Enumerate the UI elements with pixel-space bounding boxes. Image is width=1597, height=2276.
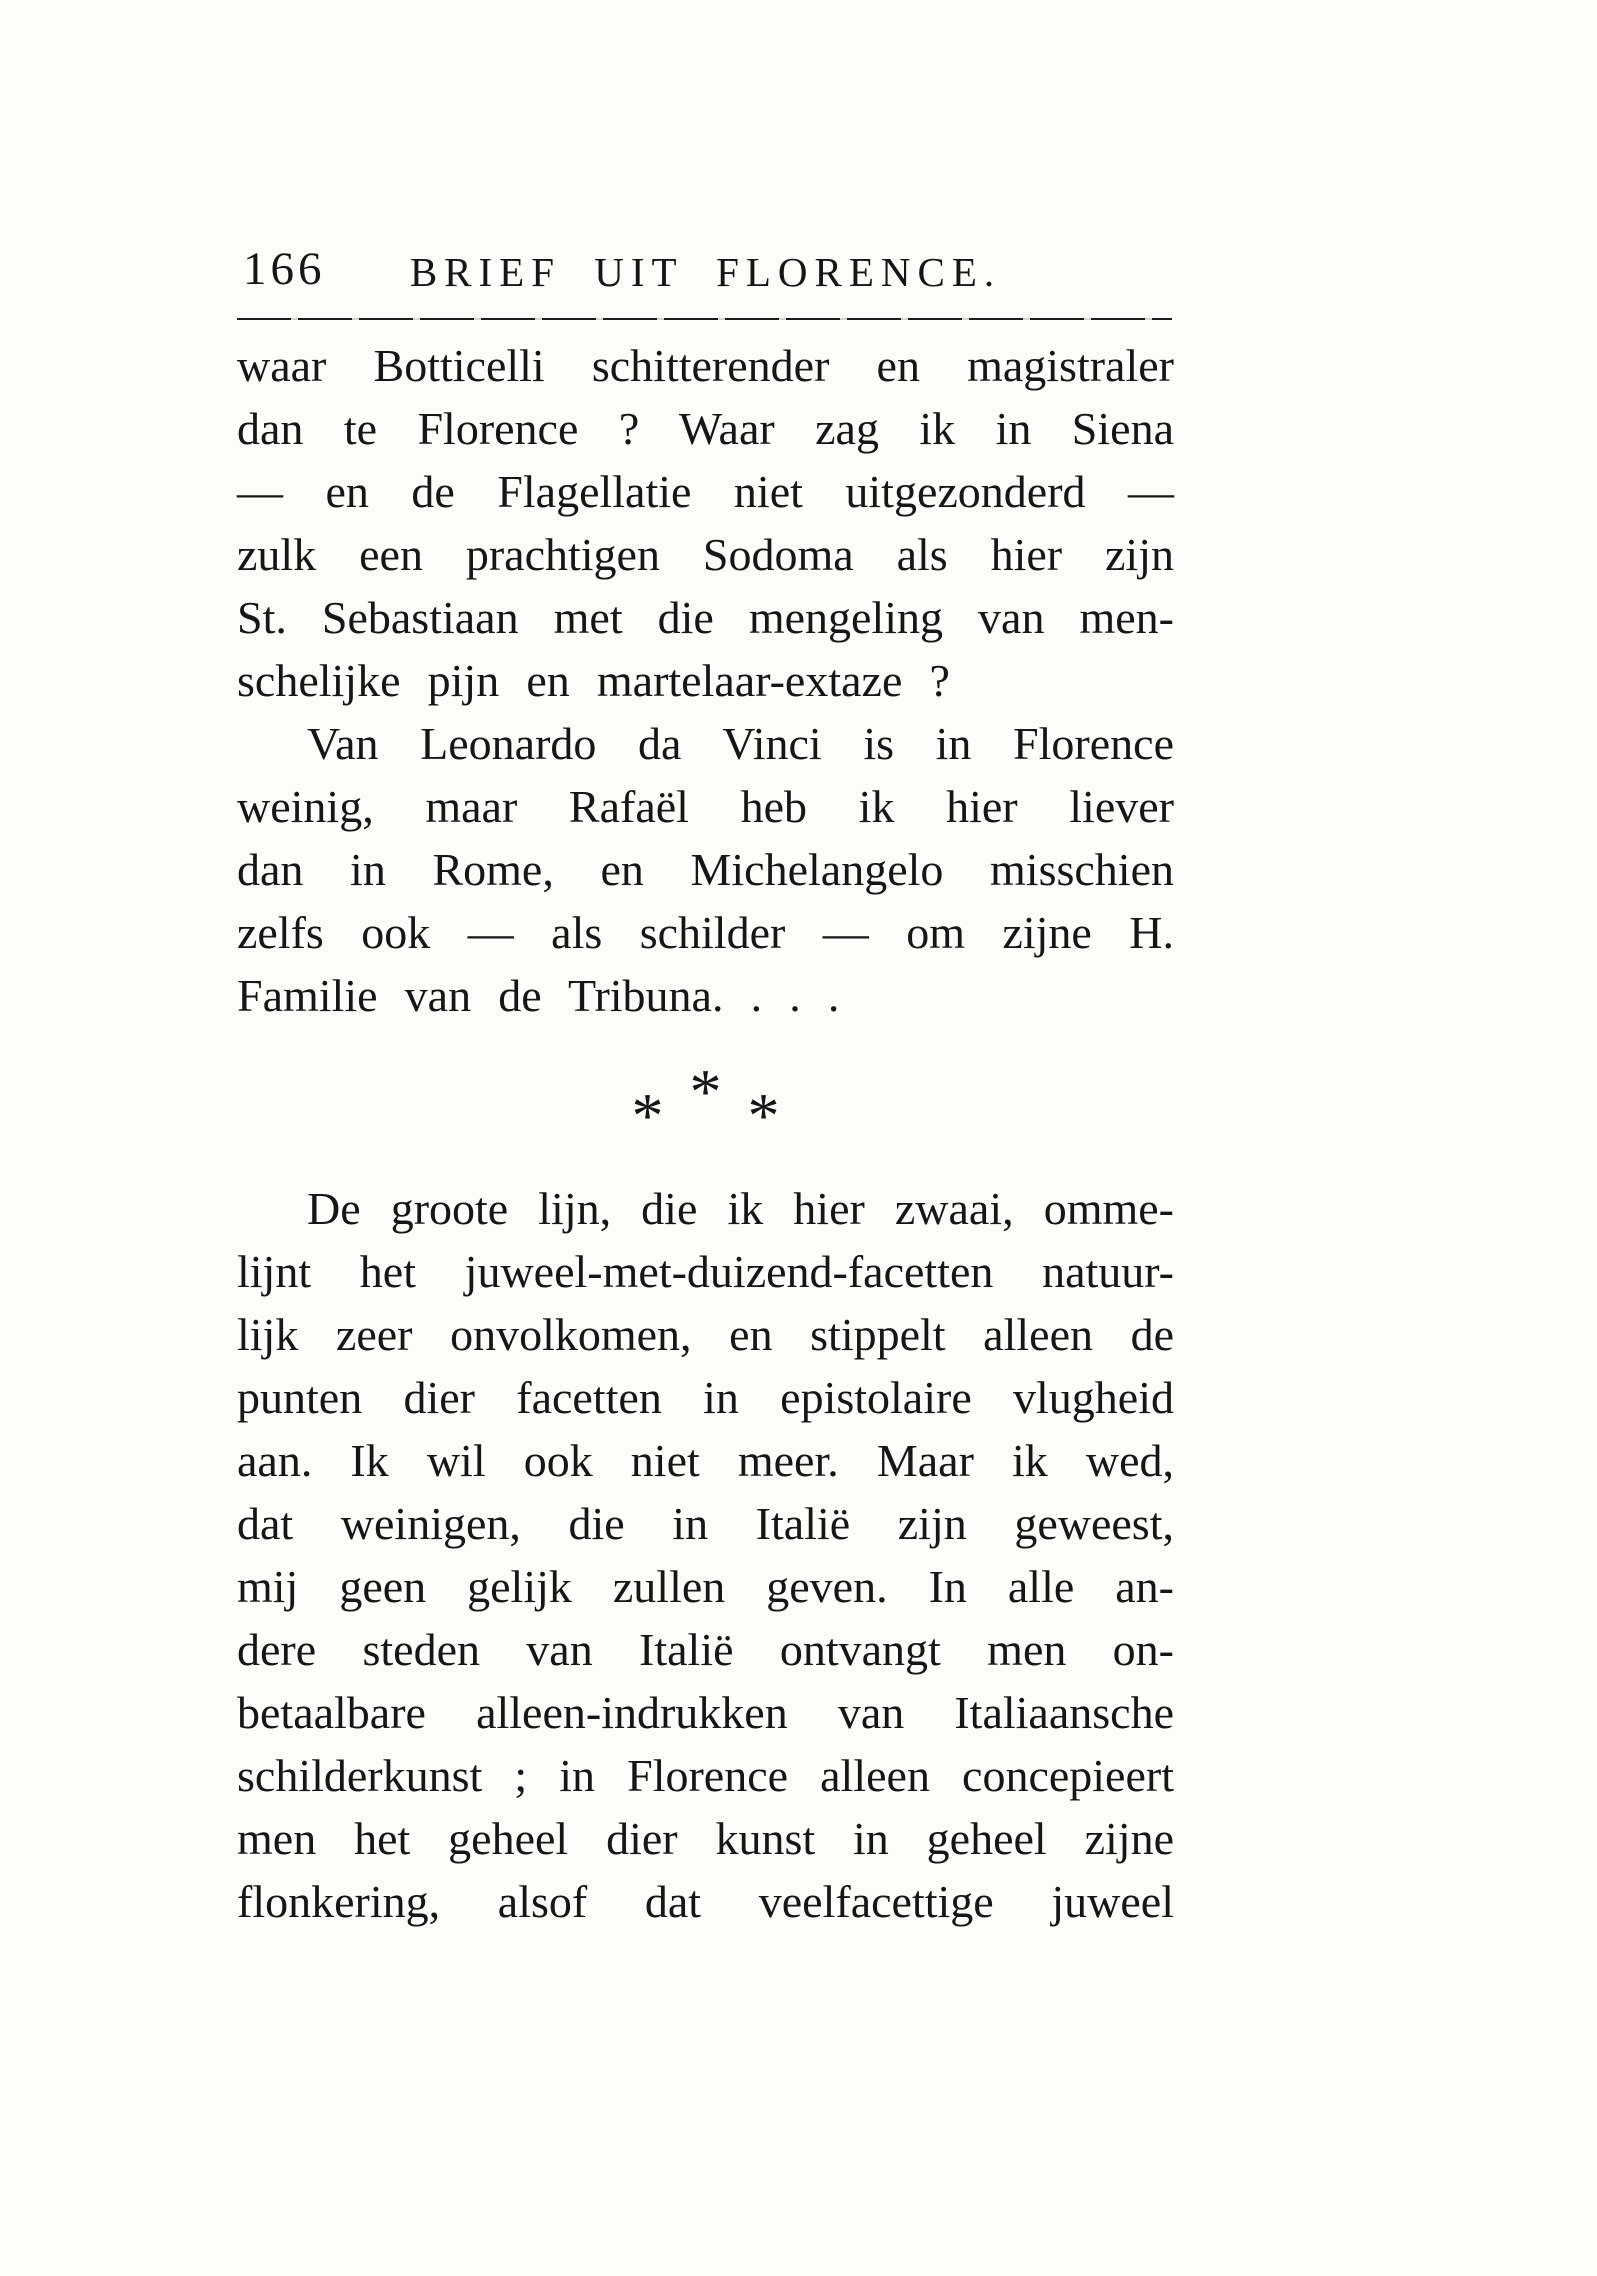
text-line: punten dier facetten in epistolaire vlugheid [237,1372,1174,1423]
text-line: dan te Florence ? Waar zag ik in Siena [237,403,1174,454]
text-line: dan in Rome, en Michelangelo misschien [237,844,1174,895]
text-section-1 [237,334,1174,1027]
running-header [237,240,1174,295]
text-line: flonkering, alsof dat veelfacettige juweel [237,1876,1174,1927]
section-separator [237,1027,1174,1177]
text-section-2 [237,1177,1174,1933]
text-line: mij geen gelijk zullen geven. In alle an- [237,1561,1174,1612]
text-line: lijnt het juweel-met-duizend-facetten natuur- [237,1246,1174,1297]
text-line: aan. Ik wil ook niet meer. Maar ik wed, [237,1435,1174,1486]
header-rule [237,318,1172,320]
text-line: St. Sebastiaan met die mengeling van men- [237,592,1174,643]
text-line: betaalbare alleen-indrukken van Italiaansche [237,1687,1174,1738]
paragraph [237,334,1174,712]
asterisk-icon: * [747,1080,780,1151]
text-line: weinig, maar Rafaël heb ik hier liever [237,781,1174,832]
text-line: dat weinigen, die in Italië zijn geweest, [237,1498,1174,1549]
running-header-title: BRIEF UIT FLORENCE. [409,249,1002,295]
text-line: De groote lijn, die ik hier zwaai, omme- [307,1183,1174,1234]
paragraph [237,1177,1174,1933]
page-text [237,334,1174,1933]
text-line: lijk zeer onvolkomen, en stippelt alleen de [237,1309,1174,1360]
text-line: zelfs ook — als schilder — om zijne H. [237,907,1174,958]
asterisk-icon: * [689,1056,722,1127]
text-line: Van Leonardo da Vinci is in Florence [307,718,1174,769]
text-line: zulk een prachtigen Sodoma als hier zijn [237,529,1174,580]
text-line: Familie van de Tribuna. . . . [237,970,840,1021]
page-number: 166 [243,243,326,295]
text-line: schelijke pijn en martelaar-extaze ? [237,655,950,706]
text-line: men het geheel dier kunst in geheel zijne [237,1813,1174,1864]
text-line: schilderkunst ; in Florence alleen concepieert [237,1750,1174,1801]
text-line: — en de Flagellatie niet uitgezonderd — [237,466,1174,517]
text-line: waar Botticelli schitterender en magistraler [237,340,1174,391]
paragraph [237,712,1174,1027]
asterisk-icon: * [631,1080,664,1151]
text-line: dere steden van Italië ontvangt men on- [237,1624,1174,1675]
